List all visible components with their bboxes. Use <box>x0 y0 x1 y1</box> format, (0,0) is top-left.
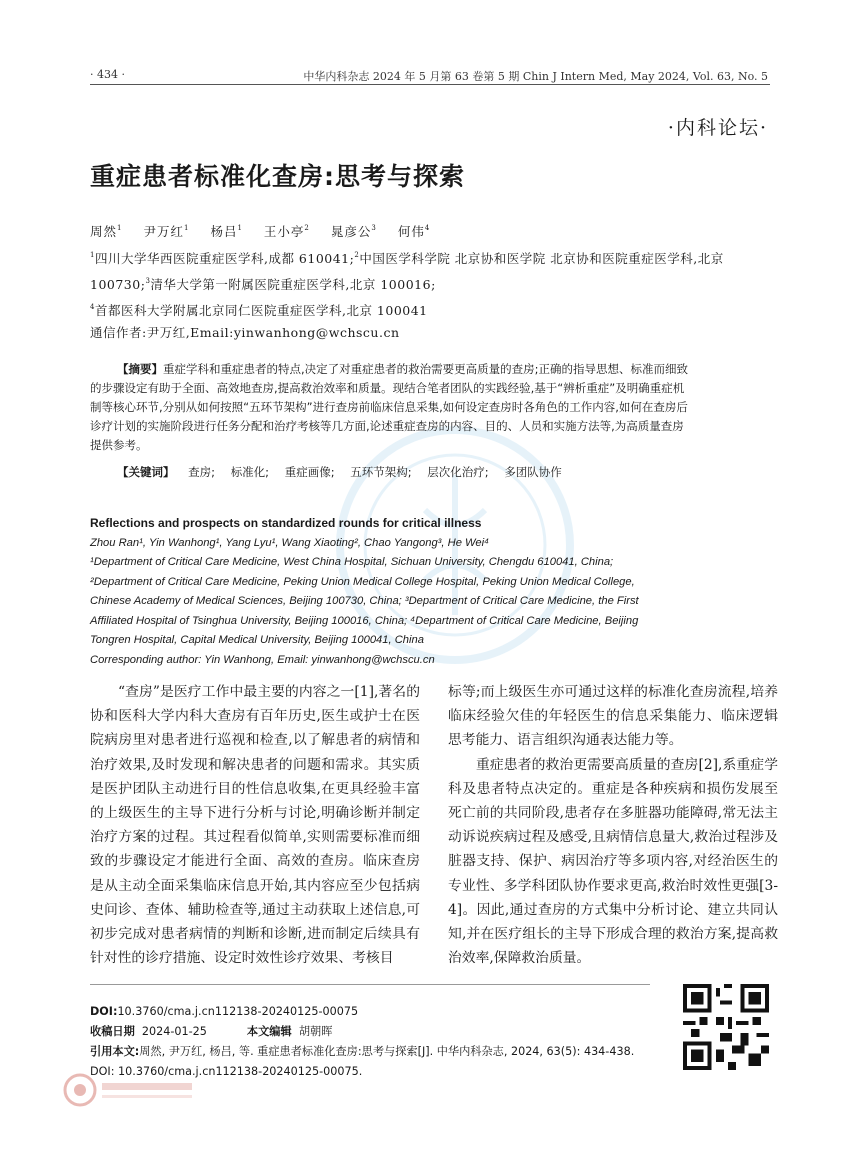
keyword: 多团队协作 <box>504 465 562 479</box>
section-label: ·内科论坛· <box>667 117 768 139</box>
keyword: 五环节架构; <box>350 465 412 479</box>
received-date: 2024-01-25 <box>141 1025 207 1038</box>
english-affiliations: ¹Department of Critical Care Medicine, West China Hospital, Sichuan University, Chengdu 610041, China; ²Department of Critical Care Medicine, Peking Union Medical College Hospital, Peking Union Medical College, Chinese Academy of Medical Sciences, Beijing 100730, China; ³Department of Critical Care Medicine, the First Affiliated Hospital of Tsinghua University, Beijing 100016, China; ⁴Department of Critical Care Medicine, Beijing Tongren Hospital, Capital Medical University, Beijing 100041, China <box>90 556 639 646</box>
english-abstract-block <box>90 514 650 670</box>
abstract-label: 【摘要】 <box>117 362 163 376</box>
article-title: 重症患者标准化查房:思考与探索 <box>90 162 465 191</box>
cite-label: 引用本文: <box>90 1045 140 1058</box>
author: 周然$^1$ <box>90 224 123 239</box>
journal-running-header: 中华内科杂志 2024 年 5 月第 63 卷第 5 期 Chin J Intern Med, May 2024, Vol. 63, No. 5 <box>303 70 768 83</box>
abstract-text: 重症学科和重症患者的特点,决定了对重症患者的救治需要更高质量的查房;正确的指导思想、标准而细致的步骤设定有助于全面、高效地查房,提高救治效率和质量。现结合笔者团队的实践经验,基于“辨析重症”及明确重症机制等核心环节,分别从如何按照“五环节架构”进行查房前临床信息采集,如何设定查房时各角色的工作内容,如何在查房后诊疗计划的实施阶段进行任务分配和治疗考核等几方面,论述重症查房的内容、目的、人员和实施方法等,为高质量查房提供参考。 <box>90 362 689 452</box>
author: 王小亭$^2$ <box>263 224 310 239</box>
author-list <box>90 222 446 240</box>
keyword: 层次化治疗; <box>427 465 489 479</box>
keywords <box>117 464 574 480</box>
body-paragraph: “查房”是医疗工作中最主要的内容之一[1],著名的协和医科大学内科大查房有百年历史,医生或护士在医院病房里对患者进行巡视和检查,以了解患者的病情和治疗效果,及时发现和解决患者的问题和需求。其实质是医护团队主动进行目的性信息收集,在更具经验丰富的上级医生的主导下进行分析与讨论,明确诊断并制定治疗方案的过程。其过程看似简单,实则需要标准而细致的步骤设定才能进行全面、高效的查房。临床查房是从主动全面采集临床信息开始,其内容应至少包括病史问诊、查体、辅助检查等,通过主动获取上述信息,可初步完成对患者病情的判断和诊断,进而制定后续具有针对性的诊疗措施、设定时效性诊疗效果、考核目 <box>90 684 420 967</box>
keyword: 标准化; <box>230 465 270 479</box>
keywords-label: 【关键词】 <box>117 465 175 479</box>
citation: 周然, 尹万红, 杨吕, 等. 重症患者标准化查房:思考与探索[J]. 中华内科杂志, 2024, 63(5): 434-438. DOI: 10.3760/cma.j.cn112138-20240125-00075. <box>90 1045 635 1078</box>
page-number: · 434 · <box>90 68 125 81</box>
received-label: 收稿日期 <box>90 1025 135 1038</box>
english-corresponding: Corresponding author: Yin Wanhong, Email: yinwanhong@wchscu.cn <box>90 653 435 666</box>
header-rule <box>90 84 770 85</box>
english-authors: Zhou Ran¹, Yin Wanhong¹, Yang Lyu¹, Wang Xiaoting², Chao Yangong³, He Wei⁴ <box>90 536 489 549</box>
qr-code <box>683 984 769 1070</box>
publisher-logo <box>60 1070 200 1110</box>
body-paragraph: 标等;而上级医生亦可通过这样的标准化查房流程,培养临床经验欠佳的年轻医生的信息采集能力、临床逻辑思考能力、语言组织沟通表达能力等。 <box>448 684 778 749</box>
abstract <box>90 360 690 455</box>
affiliations: $^1$四川大学华西医院重症医学科,成都 610041;$^2$中国医学科学院 北京协和医学院 北京协和医院重症医学科,北京 100730;$^3$清华大学第一附属医院重症医学科,北京 100016; $^4$首都医科大学附属北京同仁医院重症医学科,北京 100041 通信作者:尹万红,Email:yinwanhong@wchscu.cn <box>90 244 780 344</box>
keyword: 查房; <box>188 465 216 479</box>
corresponding-author: 通信作者:尹万红,Email:yinwanhong@wchscu.cn <box>90 325 400 340</box>
editor-name: 胡朝晖 <box>298 1025 333 1038</box>
body-column-right <box>448 680 778 970</box>
keyword: 重症画像; <box>284 465 335 479</box>
author: 尹万红$^1$ <box>143 224 190 239</box>
editor-label: 本文编辑 <box>246 1025 292 1038</box>
body-paragraph: 重症患者的救治更需要高质量的查房[2],系重症学科及患者特点决定的。重症是各种疾病和损伤发展至死亡前的共同阶段,患者存在多脏器功能障碍,常无法主动诉说疾病过程及感受,且病情信息量大,救治过程涉及脏器支持、保护、病因治疗等多项内容,对经治医生的专业性、多学科团队协作要求更高,救治时效性更强[3-4]。因此,通过查房的方式集中分析讨论、建立共同认知,并在医疗组长的主导下形成合理的救治方案,提高救治效率,保障救治质量。 <box>448 756 778 967</box>
english-title: Reflections and prospects on standardized rounds for critical illness <box>90 516 482 530</box>
footer-rule <box>90 984 650 985</box>
author: 杨吕$^1$ <box>210 224 243 239</box>
article-footer: DOI:10.3760/cma.j.cn112138-20240125-00075 收稿日期 2024-01-25 本文编辑 胡朝晖 引用本文:周然, 尹万红, 杨吕, 等. 重症患者标准化查房:思考与探索[J]. 中华内科杂志, 2024, 63(5): 434-438. DOI: 10.3760/cma.j.cn112138-20240125-00075. <box>90 1005 635 1078</box>
author: 何伟$^4$ <box>397 224 431 239</box>
author: 晁彦公$^3$ <box>330 224 377 239</box>
doi: 10.3760/cma.j.cn112138-20240125-00075 <box>117 1005 359 1018</box>
body-column-left <box>90 680 420 970</box>
